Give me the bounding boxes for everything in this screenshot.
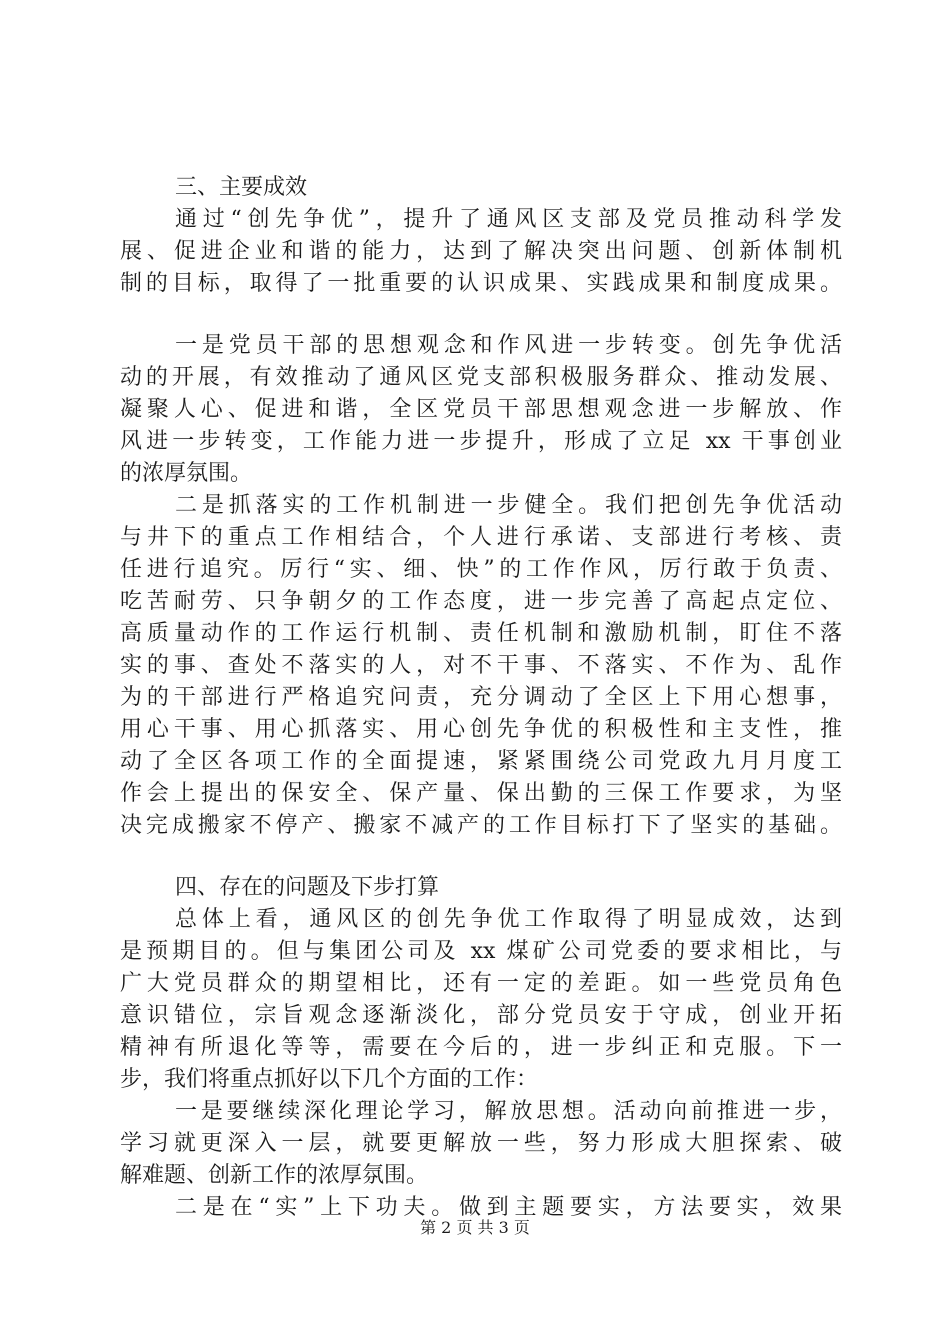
paragraph-line: 的浓厚氛围。: [120, 461, 253, 486]
paragraph-line: 任进行追究。厉行“实、细、快”的工作作风，厉行敢于负责、: [120, 557, 842, 582]
paragraph-line: 风进一步转变，工作能力进一步提升，形成了立足 xx 干事创业: [120, 429, 842, 454]
paragraph-line: 解难题、创新工作的浓厚氛围。: [120, 1163, 429, 1188]
paragraph-line: 步，我们将重点抓好以下几个方面的工作：: [120, 1067, 539, 1092]
paragraph-line: 一是党员干部的思想观念和作风进一步转变。创先争优活: [175, 333, 842, 358]
section-heading: 四、存在的问题及下步打算: [175, 875, 440, 900]
paragraph-line: 为的干部进行严格追究问责，充分调动了全区上下用心想事，: [120, 685, 842, 710]
paragraph-line: 制的目标，取得了一批重要的认识成果、实践成果和制度成果。: [120, 271, 842, 296]
paragraph-line: 总体上看，通风区的创先争优工作取得了明显成效，达到: [175, 907, 842, 932]
paragraph-line: 动了全区各项工作的全面提速，紧紧围绕公司党政九月月度工: [120, 749, 842, 774]
paragraph-line: 二是在“实”上下功夫。做到主题要实，方法要实，效果: [175, 1195, 842, 1220]
paragraph-line: 精神有所退化等等，需要在今后的，进一步纠正和克服。下一: [120, 1035, 842, 1060]
paragraph-line: 二是抓落实的工作机制进一步健全。我们把创先争优活动: [175, 493, 842, 518]
page-number-footer: 第 2 页 共 3 页: [420, 1218, 530, 1237]
paragraph-line: 用心干事、用心抓落实、用心创先争优的积极性和主支性，推: [120, 717, 842, 742]
paragraph-line: 凝聚人心、促进和谐，全区党员干部思想观念进一步解放、作: [120, 397, 842, 422]
paragraph-line: 高质量动作的工作运行机制、责任机制和激励机制，盯住不落: [120, 621, 842, 646]
paragraph-line: 是预期目的。但与集团公司及 xx 煤矿公司党委的要求相比，与: [120, 939, 842, 964]
document-body: [120, 172, 842, 1224]
paragraph-gap: [120, 300, 842, 330]
paragraph-line: 实的事、查处不落实的人，对不干事、不落实、不作为、乱作: [120, 653, 842, 678]
section-heading: 三、主要成效: [175, 175, 308, 200]
paragraph-line: 一是要继续深化理论学习，解放思想。活动向前推进一步，: [175, 1099, 842, 1124]
paragraph-line: 决完成搬家不停产、搬家不减产的工作目标打下了坚实的基础。: [120, 813, 842, 838]
paragraph-line: 与井下的重点工作相结合，个人进行承诺、支部进行考核、责: [120, 525, 842, 550]
paragraph-gap: [120, 842, 842, 872]
paragraph-line: 动的开展，有效推动了通风区党支部积极服务群众、推动发展、: [120, 365, 842, 390]
paragraph-line: 广大党员群众的期望相比，还有一定的差距。如一些党员角色: [120, 971, 842, 996]
paragraph-line: 展、促进企业和谐的能力，达到了解决突出问题、创新体制机: [120, 239, 842, 264]
paragraph-line: 学习就更深入一层，就要更解放一些，努力形成大胆探索、破: [120, 1131, 842, 1156]
paragraph-line: 吃苦耐劳、只争朝夕的工作态度，进一步完善了高起点定位、: [120, 589, 842, 614]
paragraph-line: 通过“创先争优”，提升了通风区支部及党员推动科学发: [175, 207, 842, 232]
paragraph-line: 作会上提出的保安全、保产量、保出勤的三保工作要求，为坚: [120, 781, 842, 806]
paragraph-line: 意识错位，宗旨观念逐渐淡化，部分党员安于守成，创业开拓: [120, 1003, 842, 1028]
